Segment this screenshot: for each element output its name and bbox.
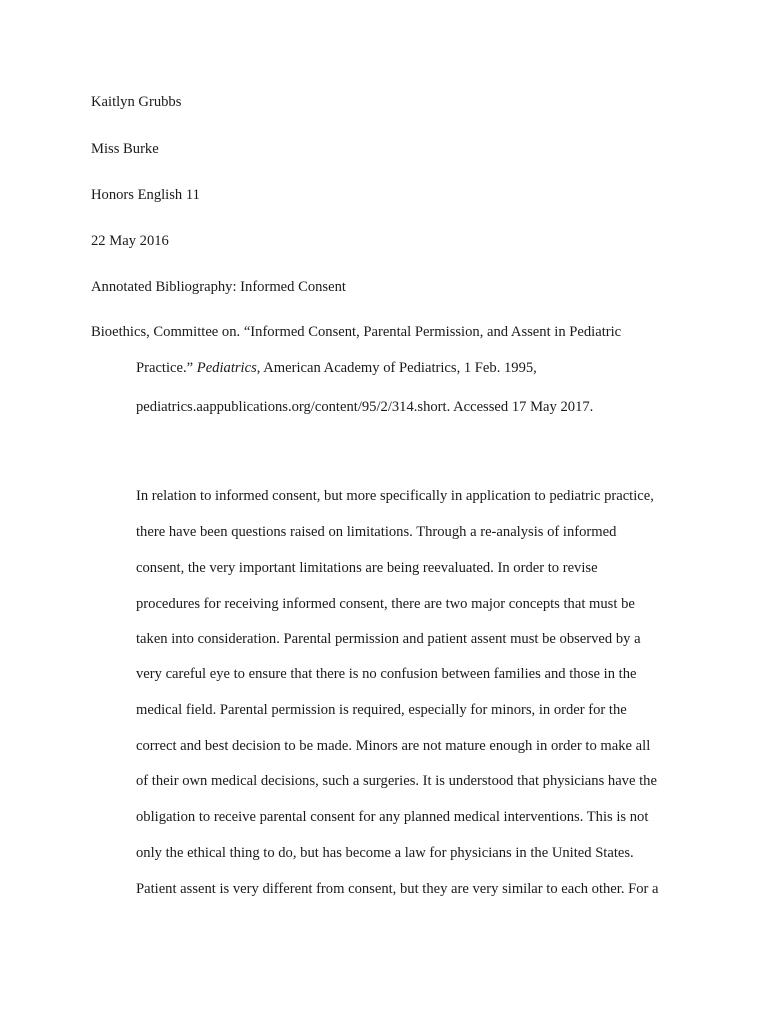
annotation-line: only the ethical thing to do, but has become a law for physicians in the United States. xyxy=(136,845,634,861)
annotation-line: taken into consideration. Parental permission and patient assent must be observed by a xyxy=(136,631,641,647)
annotation-line: obligation to receive parental consent for any planned medical interventions. This is not xyxy=(136,809,649,825)
citation-line-2 xyxy=(136,359,537,377)
annotation-line: very careful eye to ensure that there is no confusion between families and those in the xyxy=(136,666,637,682)
citation-line-2-end: , American Academy of Pediatrics, 1 Feb. 1995, xyxy=(256,360,537,376)
annotation-line: correct and best decision to be made. Minors are not mature enough in order to make all xyxy=(136,738,651,754)
citation-line-3: pediatrics.aappublications.org/content/95/2/314.short. Accessed 17 May 2017. xyxy=(136,399,594,415)
course-name: Honors English 11 xyxy=(91,187,200,203)
annotation-line: In relation to informed consent, but more specifically in application to pediatric practice, xyxy=(136,488,654,504)
annotation-line: medical field. Parental permission is required, especially for minors, in order for the xyxy=(136,702,627,718)
annotation-line: consent, the very important limitations are being reevaluated. In order to revise xyxy=(136,560,598,576)
instructor-name: Miss Burke xyxy=(91,141,159,157)
author-name: Kaitlyn Grubbs xyxy=(91,94,182,110)
annotation-line: there have been questions raised on limitations. Through a re-analysis of informed xyxy=(136,524,617,540)
annotation-line: Patient assent is very different from consent, but they are very similar to each other. For a xyxy=(136,881,659,897)
citation-line-2-start: Practice.” xyxy=(136,360,197,376)
journal-title: Pediatrics xyxy=(196,360,257,376)
annotation-line: procedures for receiving informed consent, there are two major concepts that must be xyxy=(136,596,635,612)
citation-line-1: Bioethics, Committee on. “Informed Consent, Parental Permission, and Assent in Pediatric xyxy=(91,324,622,340)
annotation-line: of their own medical decisions, such a surgeries. It is understood that physicians have the xyxy=(136,773,657,789)
document-date: 22 May 2016 xyxy=(91,233,169,249)
document-title: Annotated Bibliography: Informed Consent xyxy=(91,279,346,295)
